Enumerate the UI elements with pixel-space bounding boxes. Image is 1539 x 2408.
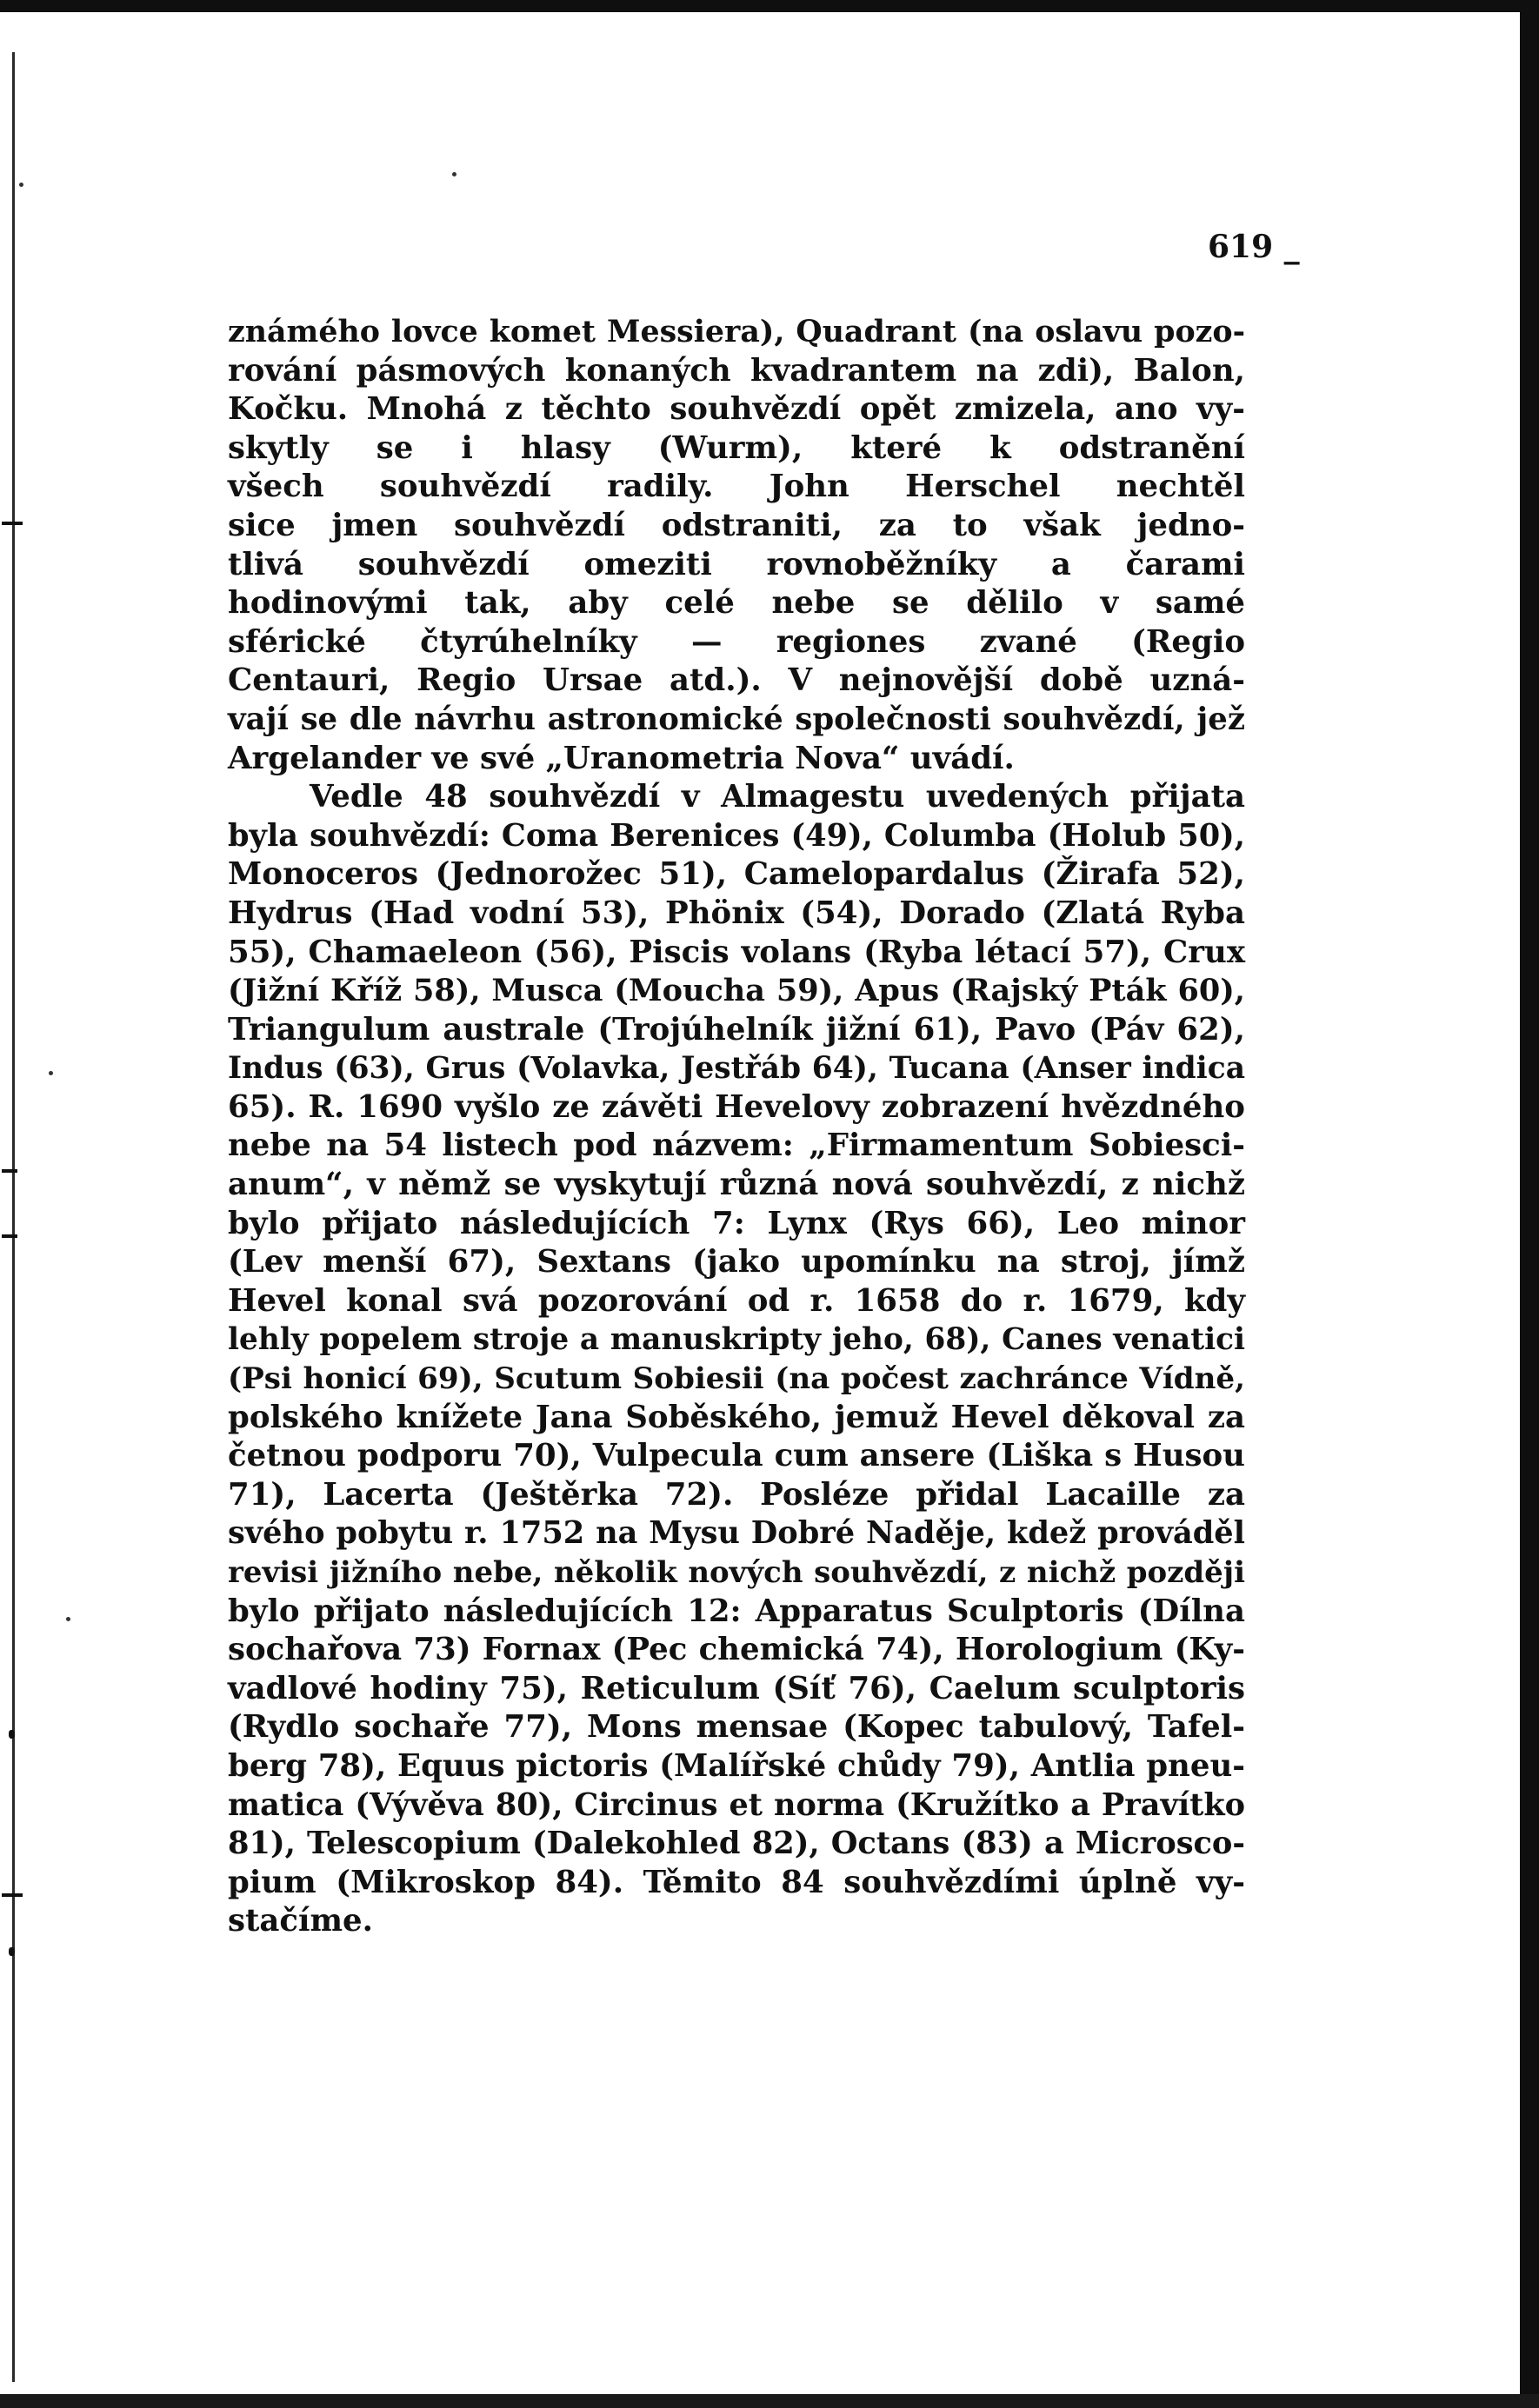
scan-mark bbox=[9, 1730, 15, 1739]
text-line: byla souhvězdí: Coma Berenices (49), Columba (Holub 50), bbox=[228, 817, 1245, 854]
scan-border-right bbox=[1520, 0, 1539, 2408]
text-line: Argelander ve své „Uranometria Nova“ uvádí. bbox=[228, 740, 1015, 776]
scan-border-bottom bbox=[0, 2394, 1539, 2408]
text-line: (Psi honicí 69), Scutum Sobiesii (na počest zachránce Vídně, bbox=[228, 1361, 1245, 1397]
text-line: (Jižní Kříž 58), Musca (Moucha 59), Apus (Rajský Pták 60), bbox=[228, 973, 1245, 1009]
text-line: bylo přijato následujících 7: Lynx (Rys 66), Leo minor bbox=[228, 1205, 1245, 1241]
scan-mark bbox=[2, 1169, 17, 1173]
text-line: sice jmen souhvězdí odstraniti, za to však jedno- bbox=[228, 507, 1245, 543]
text-line: Triangulum australe (Trojúhelník jižní 61), Pavo (Páv 62), bbox=[228, 1011, 1245, 1048]
text-line: Monoceros (Jednorožec 51), Camelopardalus (Žirafa 52), bbox=[228, 856, 1245, 893]
scan-mark bbox=[2, 522, 23, 525]
text-line: četnou podporu 70), Vulpecula cum ansere (Liška s Husou bbox=[228, 1438, 1245, 1474]
text-line: nebe na 54 listech pod názvem: „Firmamentum Sobiesci- bbox=[228, 1128, 1245, 1164]
text-line: 65). R. 1690 vyšlo ze závěti Hevelovy zobrazení hvězdného bbox=[228, 1088, 1245, 1125]
text-line: sochařova 73) Fornax (Pec chemická 74), Horologium (Ky- bbox=[228, 1632, 1245, 1668]
text-line: (Lev menší 67), Sextans (jako upomínku na stroj, jímž bbox=[228, 1244, 1245, 1280]
text-line: stačíme. bbox=[228, 1903, 373, 1939]
scan-mark bbox=[9, 1947, 15, 1956]
text-line: revisi jižního nebe, několik nových souhvězdí, z nichž později bbox=[228, 1555, 1245, 1590]
scan-mark bbox=[2, 1234, 17, 1238]
text-line: bylo přijato následujících 12: Apparatus Sculptoris (Dílna bbox=[228, 1593, 1245, 1629]
scan-mark bbox=[2, 1893, 23, 1897]
scan-fleck bbox=[66, 1617, 70, 1621]
text-line: tlivá souhvězdí omeziti rovnoběžníky a čarami bbox=[228, 546, 1245, 582]
body-text bbox=[228, 313, 1245, 1941]
text-line: známého lovce komet Messiera), Quadrant (na oslavu pozo- bbox=[228, 314, 1245, 349]
text-line: Centauri, Regio Ursae atd.). V nejnovější době uzná- bbox=[228, 662, 1245, 699]
text-line: matica (Vývěva 80), Circinus et norma (Kružítko a Pravítko bbox=[228, 1786, 1245, 1823]
text-line: vají se dle návrhu astronomické společnosti souhvězdí, jež bbox=[228, 701, 1245, 737]
scan-fleck bbox=[19, 183, 23, 187]
text-line: 81), Telescopium (Dalekohled 82), Octans (83) a Microsco- bbox=[228, 1826, 1245, 1862]
text-line: Hevel konal svá pozorování od r. 1658 do r. 1679, kdy bbox=[228, 1282, 1245, 1319]
text-line: 55), Chamaeleon (56), Piscis volans (Ryba létací 57), Crux bbox=[228, 934, 1245, 970]
text-line: (Rydlo sochaře 77), Mons mensae (Kopec tabulový, Tafel- bbox=[228, 1709, 1245, 1746]
text-line: Hydrus (Had vodní 53), Phönix (54), Dorado (Zlatá Ryba bbox=[228, 895, 1245, 931]
text-line: lehly popelem stroje a manuskripty jeho, 68), Canes venatici bbox=[228, 1322, 1245, 1358]
text-line: polského knížete Jana Soběského, jemuž Hevel děkoval za bbox=[228, 1399, 1245, 1435]
text-line: rování pásmových konaných kvadrantem na zdi), Balon, bbox=[228, 352, 1245, 389]
scan-fleck bbox=[49, 1071, 53, 1075]
text-line: pium (Mikroskop 84). Těmito 84 souhvězdími úplně vy- bbox=[228, 1864, 1245, 1900]
scan-fleck bbox=[452, 172, 456, 176]
text-line: hodinovými tak, aby celé nebe se dělilo v samé bbox=[228, 585, 1245, 622]
text-line: vadlové hodiny 75), Reticulum (Síť 76), Caelum sculptoris bbox=[228, 1670, 1245, 1706]
text-line: 71), Lacerta (Ještěrka 72). Posléze přidal Lacaille za bbox=[228, 1476, 1245, 1513]
text-line: skytly se i hlasy (Wurm), které k odstranění bbox=[228, 429, 1245, 466]
text-line: sférické čtyrúhelníky — regiones zvané (Regio bbox=[228, 623, 1245, 660]
text-line: berg 78), Equus pictoris (Malířské chůdy 79), Antlia pneu- bbox=[228, 1747, 1245, 1784]
scan-border-top bbox=[0, 0, 1539, 12]
page-number: 619 _ bbox=[1208, 229, 1300, 265]
text-line: anum“, v němž se vyskytují různá nová souhvězdí, z nichž bbox=[228, 1167, 1245, 1203]
scan-border-left bbox=[12, 52, 15, 2382]
text-line: všech souhvězdí radily. John Herschel nechtěl bbox=[228, 469, 1245, 505]
text-line: Vedle 48 souhvězdí v Almagestu uvedených přijata bbox=[310, 779, 1245, 815]
text-line: Indus (63), Grus (Volavka, Jestřáb 64), Tucana (Anser indica bbox=[228, 1051, 1245, 1087]
text-line: svého pobytu r. 1752 na Mysu Dobré Naděje, kdež prováděl bbox=[228, 1515, 1245, 1552]
text-line: Kočku. Mnohá z těchto souhvězdí opět zmizela, ano vy- bbox=[228, 391, 1245, 428]
